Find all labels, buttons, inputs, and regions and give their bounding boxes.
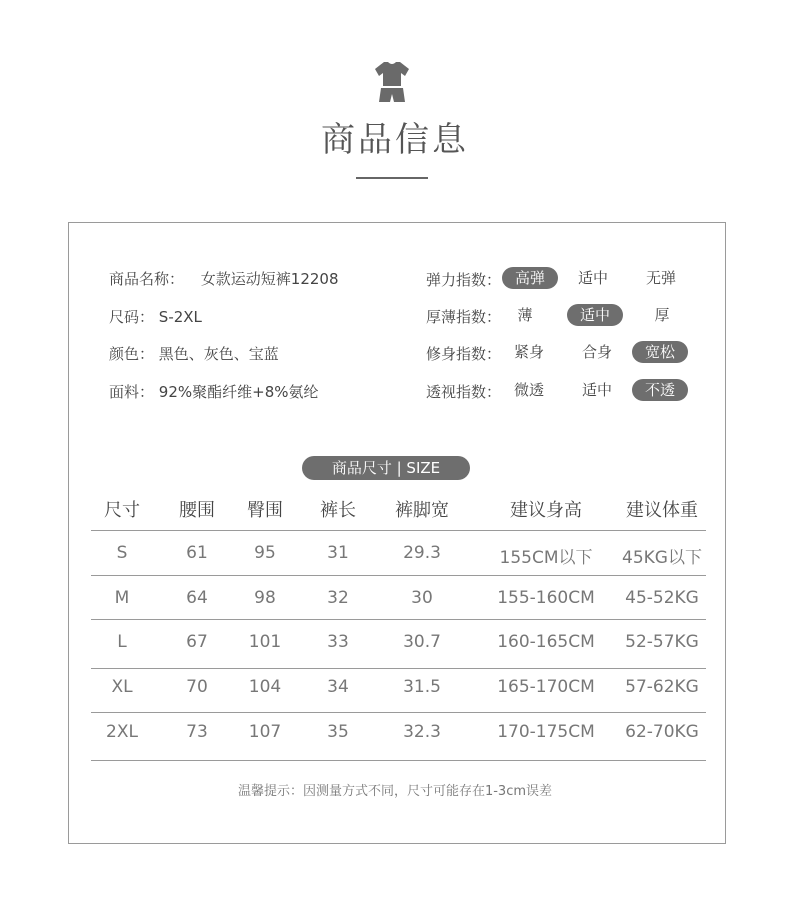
table-cell: 31 bbox=[327, 543, 349, 563]
column-header-weight: 建议体重 bbox=[626, 500, 698, 521]
column-header-height: 建议身高 bbox=[510, 500, 582, 521]
table-cell: 107 bbox=[248, 722, 282, 742]
fit-option-tight: 紧身 bbox=[513, 343, 544, 361]
fabric-label: 面料： bbox=[109, 383, 155, 401]
column-header-size: 尺寸 bbox=[104, 500, 140, 521]
column-header-length: 裤长 bbox=[320, 500, 356, 521]
title-divider bbox=[356, 177, 428, 179]
table-divider bbox=[91, 760, 706, 761]
table-cell: 33 bbox=[327, 632, 349, 652]
color-label: 颜色： bbox=[109, 345, 155, 363]
table-cell: 67 bbox=[186, 632, 208, 652]
fit-option-regular: 合身 bbox=[581, 343, 612, 361]
table-cell: 34 bbox=[327, 677, 349, 697]
table-cell: 155-160CM bbox=[497, 588, 595, 608]
table-cell: 30 bbox=[411, 588, 433, 608]
size-section-badge: 商品尺寸 | SIZE bbox=[302, 456, 470, 480]
table-cell: 64 bbox=[186, 588, 208, 608]
thickness-option-thick: 厚 bbox=[654, 306, 670, 324]
size-range-label: 尺码： bbox=[109, 308, 155, 326]
column-header-waist: 腰围 bbox=[179, 500, 215, 521]
table-cell: 52-57KG bbox=[625, 632, 699, 652]
table-cell: 32 bbox=[327, 588, 349, 608]
table-cell: 35 bbox=[327, 722, 349, 742]
elasticity-option-none: 无弹 bbox=[645, 269, 676, 287]
table-cell: 73 bbox=[186, 722, 208, 742]
elasticity-option-medium: 适中 bbox=[577, 269, 608, 287]
table-cell: S bbox=[116, 543, 128, 563]
table-cell: 160-165CM bbox=[497, 632, 595, 652]
table-cell: XL bbox=[111, 677, 133, 697]
size-range-value: S-2XL bbox=[158, 308, 202, 326]
table-cell: 2XL bbox=[106, 722, 138, 742]
thickness-option-thin: 薄 bbox=[517, 306, 533, 324]
transparency-option-opaque: 不透 bbox=[632, 379, 688, 401]
tshirt-shorts-icon bbox=[372, 60, 412, 104]
fabric-row bbox=[109, 381, 319, 402]
table-cell: 45-52KG bbox=[625, 588, 699, 608]
table-cell: 101 bbox=[248, 632, 282, 652]
column-header-hip: 臀围 bbox=[247, 500, 283, 521]
table-cell: 70 bbox=[186, 677, 208, 697]
table-cell: 57-62KG bbox=[625, 677, 699, 697]
table-divider bbox=[91, 530, 706, 531]
fit-index-label: 修身指数： bbox=[426, 345, 502, 363]
product-name-row bbox=[109, 268, 339, 289]
transparency-option-slight: 微透 bbox=[513, 381, 544, 399]
table-cell: 165-170CM bbox=[497, 677, 595, 697]
elasticity-index-label: 弹力指数： bbox=[426, 271, 502, 289]
elasticity-option-high: 高弹 bbox=[502, 267, 558, 289]
transparency-index-label: 透视指数： bbox=[426, 383, 502, 401]
table-divider bbox=[91, 619, 706, 620]
color-value: 黑色、灰色、宝蓝 bbox=[158, 345, 279, 363]
table-cell: 45KG以下 bbox=[622, 548, 702, 568]
table-cell: 95 bbox=[254, 543, 276, 563]
table-cell: 155CM以下 bbox=[499, 548, 593, 568]
thickness-option-medium: 适中 bbox=[567, 304, 623, 326]
product-name-label: 商品名称： bbox=[109, 270, 185, 288]
size-range-row bbox=[109, 306, 202, 327]
measurement-note: 温馨提示：因测量方式不同，尺寸可能存在1-3cm误差 bbox=[237, 784, 553, 799]
fabric-value: 92%聚酯纤维+8%氨纶 bbox=[158, 383, 319, 401]
fit-option-loose: 宽松 bbox=[632, 341, 688, 363]
table-divider bbox=[91, 668, 706, 669]
table-cell: 61 bbox=[186, 543, 208, 563]
table-cell: 104 bbox=[248, 677, 282, 697]
product-name-value: 女款运动短裤12208 bbox=[200, 270, 339, 288]
table-cell: 32.3 bbox=[403, 722, 441, 742]
table-divider bbox=[91, 712, 706, 713]
table-cell: 62-70KG bbox=[625, 722, 699, 742]
table-cell: 31.5 bbox=[403, 677, 441, 697]
color-row bbox=[109, 343, 279, 364]
table-cell: 30.7 bbox=[403, 632, 441, 652]
page-title: 商品信息 bbox=[321, 120, 469, 160]
table-cell: 29.3 bbox=[403, 543, 441, 563]
table-cell: M bbox=[114, 588, 130, 608]
transparency-option-medium: 适中 bbox=[581, 381, 612, 399]
table-cell: L bbox=[117, 632, 127, 652]
thickness-index-label: 厚薄指数： bbox=[426, 308, 502, 326]
table-cell: 98 bbox=[254, 588, 276, 608]
table-divider bbox=[91, 575, 706, 576]
table-cell: 170-175CM bbox=[497, 722, 595, 742]
column-header-leg-opening: 裤脚宽 bbox=[395, 500, 449, 521]
